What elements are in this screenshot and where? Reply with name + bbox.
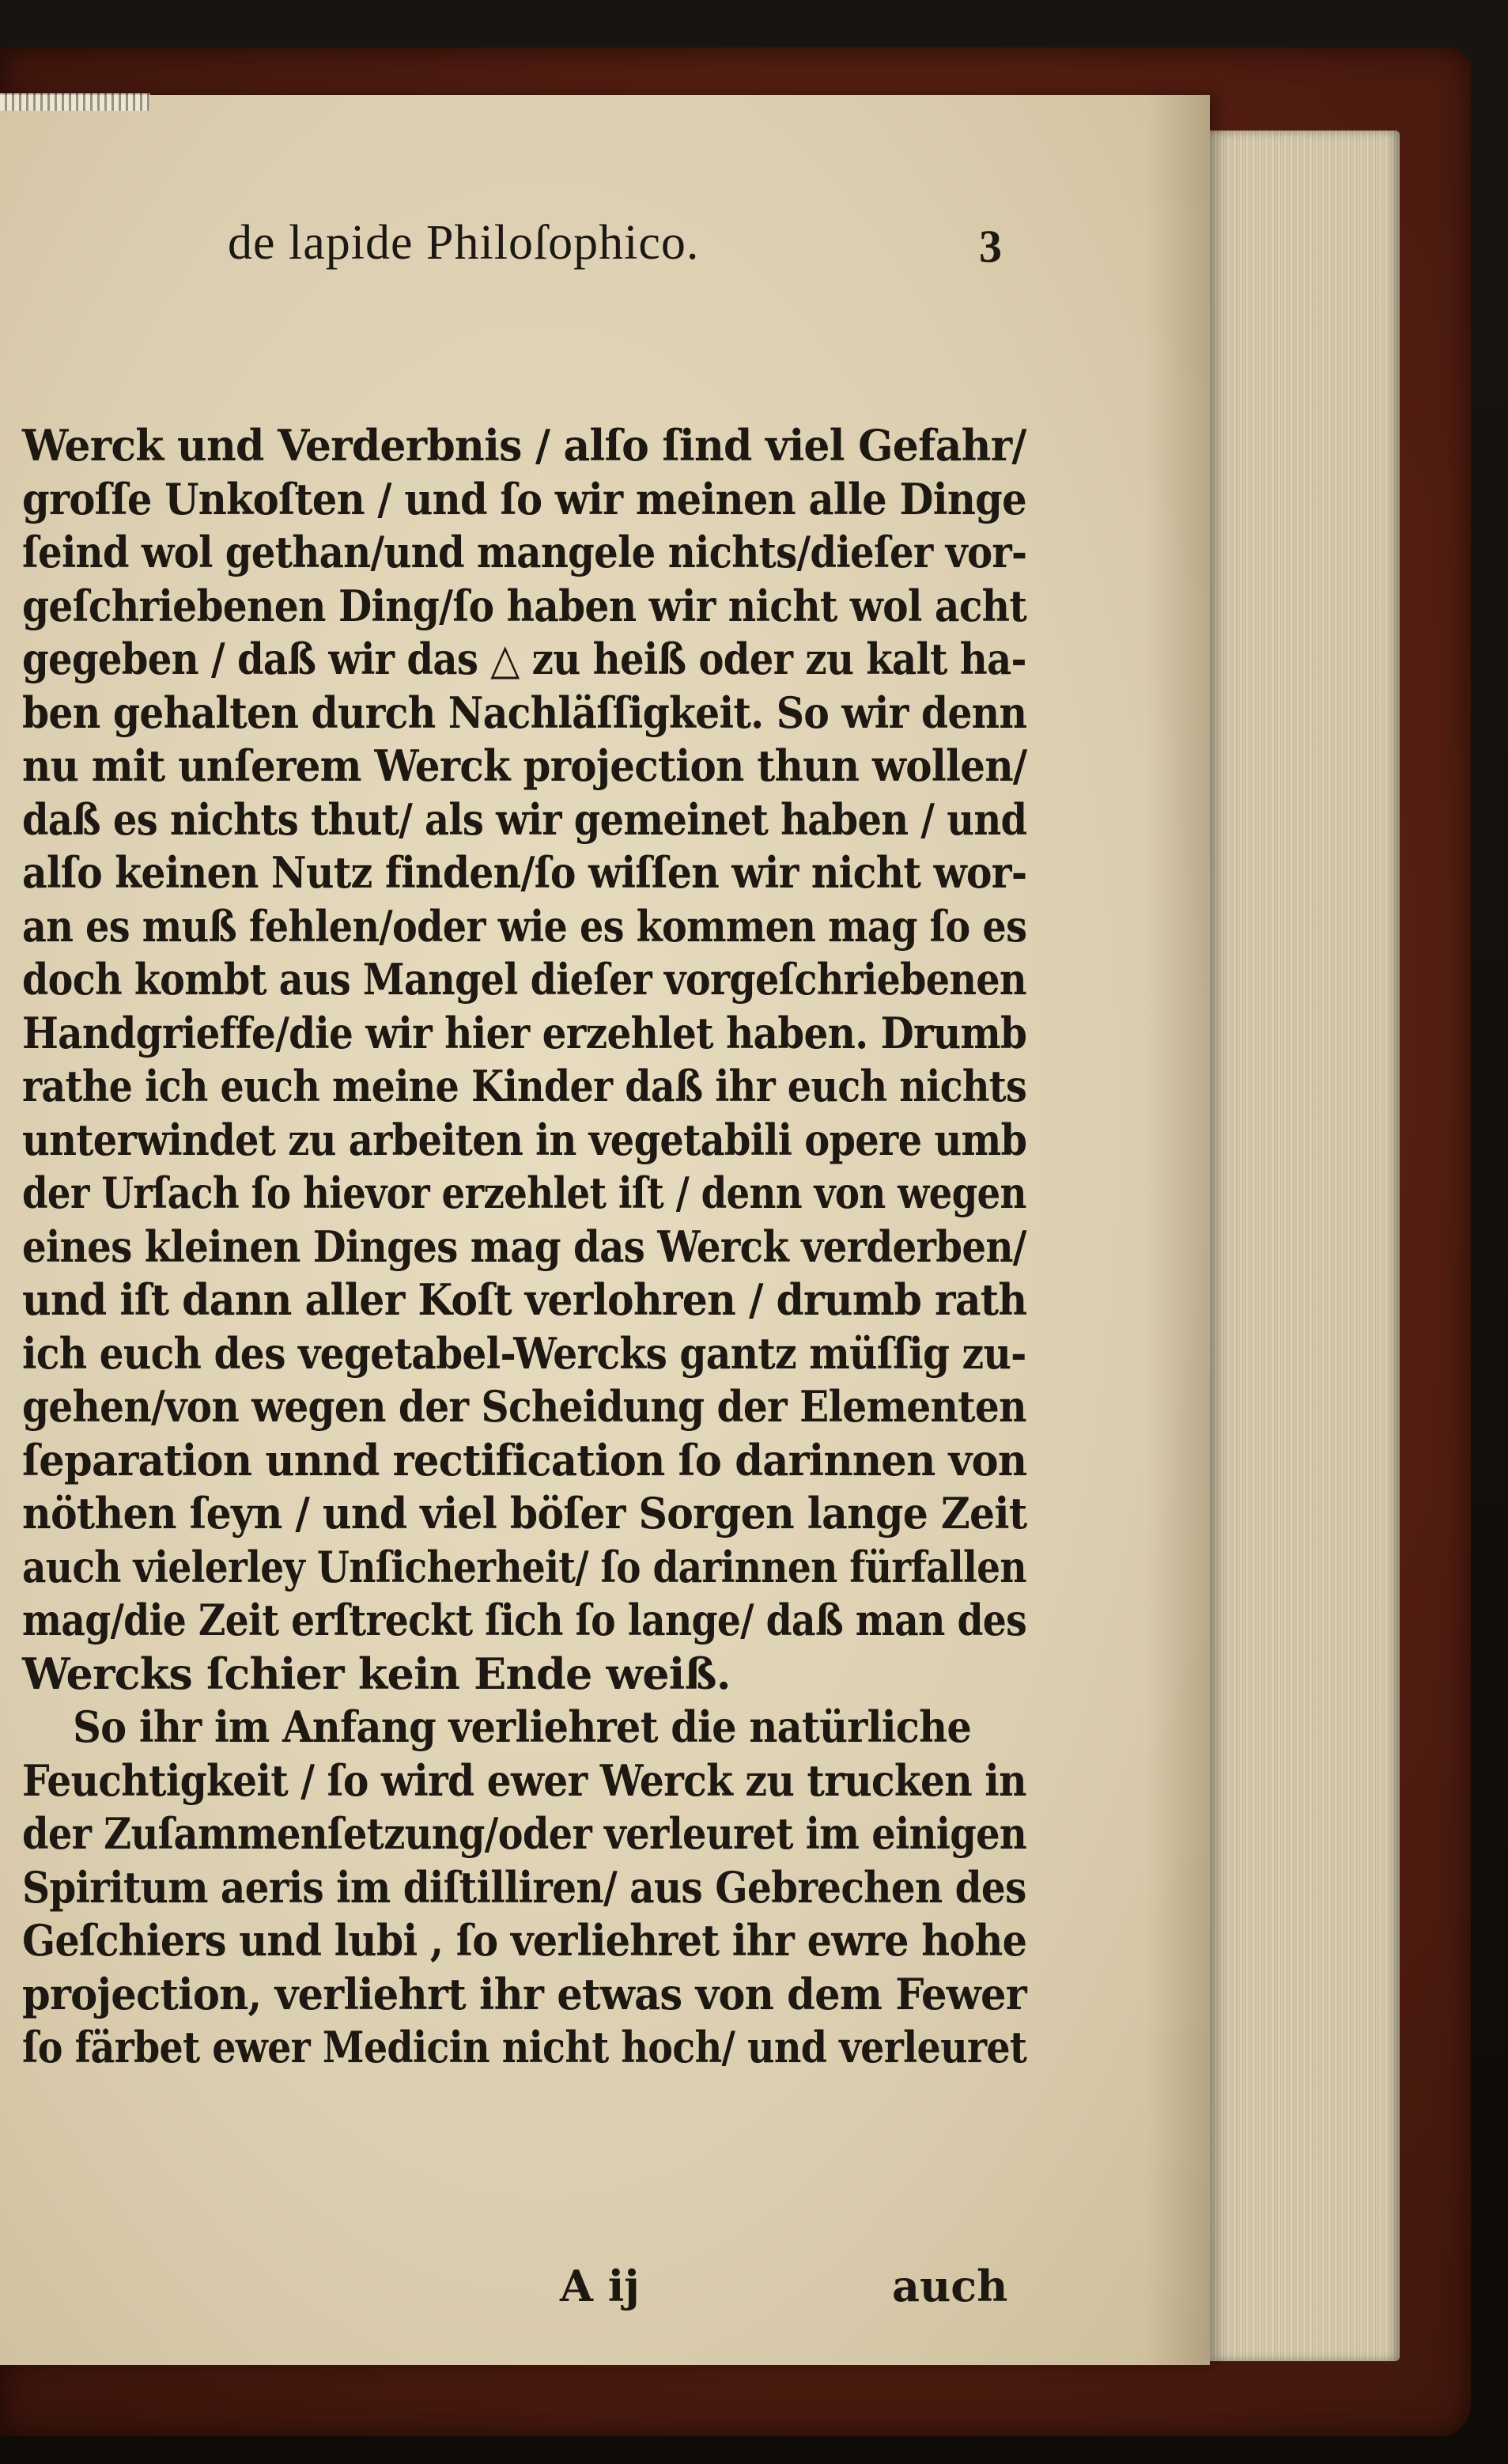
text-line: Spiritum aeris im diſtilliren/ aus Gebrechen des (22, 1861, 1026, 1913)
text-line: der Urſach ſo hievor erzehlet iſt / denn von wegen (22, 1168, 1026, 1218)
text-line: Handgrieffe/die wir hier erzehlet haben. Drumb (22, 1007, 1027, 1058)
text-line: ben gehalten durch Nachläſſigkeit. So wir denn (22, 687, 1027, 738)
catchword: auch (892, 2261, 1008, 2311)
text-line: nöthen ſeyn / und viel böſer Sorgen lange Zeit (22, 1488, 1027, 1539)
text-line: Wercks ſchier kein Ende weiß. (22, 1648, 731, 1699)
body-text (22, 419, 1026, 2075)
text-line: Werck und Verderbnis / alſo ſind viel Gefahr/ (22, 420, 1026, 471)
text-line: Geſchiers und lubi , ſo verliehret ihr ewre hohe (22, 1915, 1027, 1966)
page-edges (1186, 131, 1400, 2361)
text-line: unterwindet zu arbeiten in vegetabili opere umb (22, 1114, 1027, 1165)
text-line: ſeparation unnd rectification ſo darinnen von (22, 1434, 1027, 1486)
page-footer (22, 2261, 1026, 2324)
text-line: daß es nichts thut/ als wir gemeinet haben / und (22, 793, 1027, 845)
text-line: gehen/von wegen der Scheidung der Elementen (22, 1381, 1026, 1432)
text-line: mag/die Zeit erſtreckt ſich ſo lange/ daß man des (22, 1595, 1027, 1645)
text-line: groſſe Unkoſten / und ſo wir meinen alle Dinge (22, 473, 1026, 524)
text-line: So ihr im Anfang verliehret die natürliche (73, 1701, 972, 1752)
text-line: rathe ich euch meine Kinder daß ihr euch nichts (22, 1061, 1027, 1111)
page-text-block (22, 119, 1027, 2311)
text-line: an es muß fehlen/oder wie es kommen mag ſo es (22, 900, 1027, 952)
headband (0, 93, 150, 111)
text-line: gegeben / daß wir das △ zu heiß oder zu kalt ha- (22, 634, 1026, 684)
text-line: Feuchtigkeit / ſo wird ewer Werck zu trucken in (22, 1754, 1026, 1806)
text-line: eines kleinen Dinges mag das Werck verderben/ (22, 1221, 1026, 1272)
text-line: ſo färbet ewer Medicin nicht hoch/ und verleuret (22, 2022, 1027, 2072)
text-line: auch vielerley Unſicherheit/ ſo darinnen fürfallen (22, 1541, 1026, 1592)
text-line: nu mit unſerem Werck projection thun wollen/ (22, 740, 1027, 791)
page-number: 3 (979, 221, 1002, 272)
text-line: und iſt dann aller Koſt verlohren / drumb rath (22, 1274, 1027, 1325)
signature-mark: A ij (560, 2261, 640, 2311)
running-head (22, 119, 1026, 272)
text-line: alſo keinen Nutz finden/ſo wiſſen wir nicht wor- (22, 847, 1027, 898)
text-line: doch kombt aus Mangel dieſer vorgeſchriebenen (22, 954, 1026, 1005)
text-line: der Zuſammenſetzung/oder verleuret im einigen (22, 1808, 1027, 1859)
running-title: de lapide Philoſophico. (228, 216, 700, 270)
text-line: ſeind wol gethan/und mangele nichts/dieſer vor- (22, 527, 1027, 577)
text-line: projection, verliehrt ihr etwas von dem Fewer (22, 1968, 1026, 2019)
text-line: ich euch des vegetabel-Wercks gantz müſſig zu- (22, 1327, 1026, 1379)
text-line: geſchriebenen Ding/ſo haben wir nicht wol acht (22, 580, 1027, 631)
